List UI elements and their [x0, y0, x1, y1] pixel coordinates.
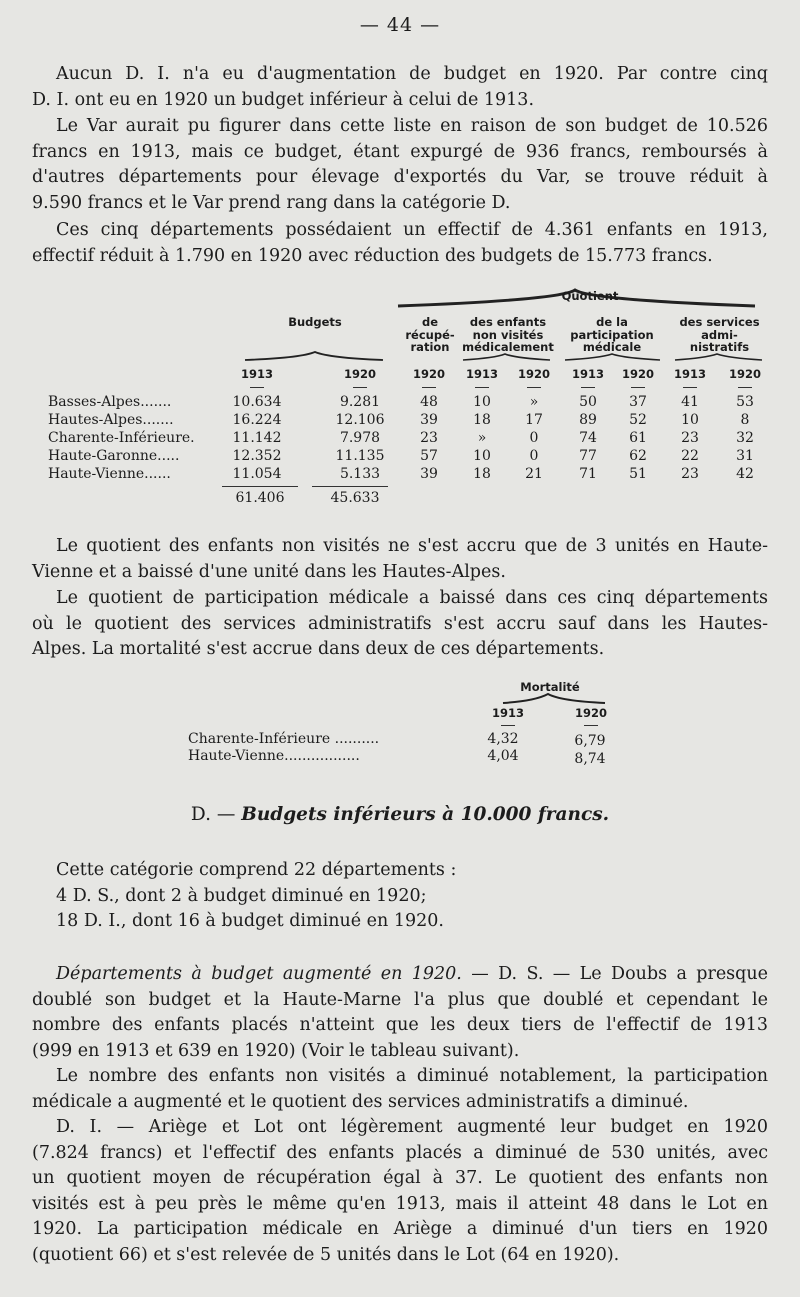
- year-header: 1913: [240, 367, 273, 381]
- table-cell: 18: [473, 412, 491, 428]
- table-cell: 10.634: [232, 394, 282, 410]
- year-header: 1920: [728, 367, 761, 381]
- table-cell: 17: [525, 412, 543, 428]
- text-line: Le nombre des enfants non visités a diminué notablement, la participation: [56, 1066, 768, 1086]
- table-cell: 11.135: [335, 448, 385, 464]
- dash: [584, 725, 598, 726]
- table-cell: 39: [420, 466, 438, 482]
- table-cell: 48: [420, 394, 438, 410]
- text-line: Départements à budget augmenté en 1920. — D. S. — Le Doubs a presque: [56, 964, 768, 984]
- table-cell: 37: [629, 394, 647, 410]
- total-cell: 61.406: [235, 490, 285, 506]
- header-budgets: Budgets: [288, 315, 342, 329]
- year-header: 1920: [574, 706, 607, 720]
- table-cell: 74: [579, 430, 597, 446]
- row-label: Charente-Inférieure ..........: [188, 731, 380, 747]
- text-line: Alpes. La mortalité s'est accrue dans deux de ces départements.: [32, 639, 605, 659]
- table-cell: 11.054: [232, 466, 282, 482]
- header-mortalite: Mortalité: [520, 680, 580, 694]
- text-line: Le quotient des enfants non visités ne s'est accru que de 3 unités en Haute-: [56, 536, 768, 556]
- text-line: 9.590 francs et le Var prend rang dans la catégorie D.: [32, 192, 511, 213]
- year-header: 1913: [673, 367, 706, 381]
- section-title-text: Budgets inférieurs à 10.000 francs.: [241, 804, 610, 825]
- text-line: où le quotient des services administratifs s'est accru sauf dans les Hautes-: [32, 613, 768, 634]
- table-cell: 4,32: [487, 731, 519, 747]
- table-cell: 89: [579, 412, 597, 428]
- table-cell: 41: [681, 394, 699, 410]
- table-cell: 4,04: [487, 748, 519, 764]
- category-list: [32, 858, 632, 935]
- text-line: Cette catégorie comprend 22 départements :: [56, 860, 457, 880]
- closing-paragraph-2: [32, 1064, 768, 1115]
- table-cell: 42: [736, 466, 754, 482]
- year-header: 1920: [621, 367, 654, 381]
- table-cell: 16.224: [232, 412, 282, 428]
- text-line: francs en 1913, mais ce budget, étant expurgé de 936 francs, remboursés à: [32, 141, 768, 162]
- table-cell: 22: [681, 448, 699, 464]
- table-cell: 57: [420, 448, 438, 464]
- row-label: Haute-Vienne......: [48, 466, 171, 482]
- text-line: 4 D. S., dont 2 à budget diminué en 1920;: [56, 885, 427, 906]
- header-non-visites: des enfants non visités médicalement: [462, 315, 554, 354]
- table-cell: 61: [629, 430, 647, 446]
- row-label: Basses-Alpes.......: [48, 394, 172, 410]
- text-line: d'autres départements pour élevage d'exportés du Var, se trouve réduit à: [32, 167, 768, 187]
- year-header: 1920: [412, 367, 445, 381]
- table-cell: 39: [420, 412, 438, 428]
- table-cell: 52: [629, 412, 647, 428]
- table-cell: 7.978: [339, 430, 381, 446]
- text-line: Le quotient de participation médicale a baissé dans ces cinq départements: [56, 588, 768, 608]
- text-line: visités est à peu près le même qu'en 1913, mais il atteint 48 dans le Lot en: [32, 1193, 768, 1214]
- row-label: Haute-Garonne.....: [48, 448, 180, 464]
- text-line: nombre des enfants placés n'atteint que les deux tiers de l'effectif de 1913: [32, 1015, 768, 1035]
- row-label: Hautes-Alpes.......: [48, 412, 174, 428]
- table-cell: 10: [473, 448, 491, 464]
- text-line: Vienne et a baissé d'une unité dans les Hautes-Alpes.: [32, 561, 506, 582]
- table-cell: 50: [579, 394, 597, 410]
- text-line: (999 en 1913 et 639 en 1920) (Voir le tableau suivant).: [32, 1040, 520, 1061]
- italic-phrase: Départements à budget augmenté en 1920.: [56, 964, 462, 984]
- header-services: des services admi- nistratifs: [679, 315, 760, 354]
- closing-paragraph-3: [32, 1115, 768, 1268]
- text-line: doublé son budget et la Haute-Marne l'a plus que doublé et cependant le: [32, 989, 768, 1010]
- table-cell: 10: [473, 394, 491, 410]
- row-label: Charente-Inférieure.: [48, 430, 195, 446]
- section-title: [0, 804, 800, 825]
- header-quotient: Quotient: [561, 289, 619, 303]
- table-cell: 31: [736, 448, 754, 464]
- closing-paragraph-1: [32, 962, 768, 1064]
- table-cell: 10: [681, 412, 699, 428]
- text-line: Le Var aurait pu figurer dans cette liste en raison de son budget de 10.526: [56, 116, 768, 136]
- table-cell: 0: [529, 448, 539, 464]
- table-cell: 23: [681, 430, 699, 446]
- year-header: 1920: [343, 367, 376, 381]
- year-header: 1913: [465, 367, 498, 381]
- text-line: 18 D. I., dont 16 à budget diminué en 1920.: [56, 911, 444, 931]
- table-cell: »: [529, 394, 539, 410]
- table-cell: 71: [579, 466, 597, 482]
- text-line: 1920. La participation médicale en Ariège a diminué d'un tiers en 1920: [32, 1219, 768, 1239]
- table-cell: 6,79: [574, 733, 606, 749]
- table-cell: 9.281: [339, 394, 381, 410]
- text-line: D. I. — Ariège et Lot ont légèrement augmenté leur budget en 1920: [56, 1117, 768, 1137]
- table-cell: »: [477, 430, 487, 446]
- page-number: — 44 —: [359, 14, 441, 36]
- table-cell: 11.142: [232, 430, 282, 446]
- text-line: Aucun D. I. n'a eu d'augmentation de budget en 1920. Par contre cinq: [56, 64, 768, 84]
- table-cell: 12.352: [232, 448, 282, 464]
- header-participation: de la participation médicale: [570, 315, 654, 354]
- text-line: (quotient 66) et s'est relevée de 5 unités dans le Lot (64 en 1920).: [32, 1244, 620, 1265]
- text-line: effectif réduit à 1.790 en 1920 avec réduction des budgets de 15.773 francs.: [32, 245, 713, 266]
- table-cell: 18: [473, 466, 491, 482]
- table-cell: 8,74: [574, 751, 606, 767]
- table-cell: 62: [629, 448, 647, 464]
- text-line: un quotient moyen de récupération égal à 37. Le quotient des enfants non: [32, 1168, 768, 1188]
- table-cell: 23: [420, 430, 438, 446]
- text-line: Ces cinq départements possédaient un effectif de 4.361 enfants en 1913,: [56, 220, 768, 240]
- table-cell: 23: [681, 466, 699, 482]
- table-cell: 53: [736, 394, 754, 410]
- table-cell: 0: [529, 430, 539, 446]
- year-header: 1913: [491, 706, 524, 720]
- text-line: médicale a augmenté et le quotient des services administratifs a diminué.: [32, 1091, 689, 1112]
- total-cell: 45.633: [330, 490, 380, 506]
- section-prefix: D. —: [190, 804, 242, 825]
- table-cell: 5.133: [339, 466, 381, 482]
- text-line: D. I. ont eu en 1920 un budget inférieur à celui de 1913.: [32, 89, 535, 110]
- text-line: (7.824 francs) et l'effectif des enfants placés a diminué de 530 unités, avec: [32, 1142, 768, 1163]
- table-cell: 32: [736, 430, 754, 446]
- dash: [501, 725, 515, 726]
- table-cell: 77: [579, 448, 597, 464]
- year-header: 1920: [517, 367, 550, 381]
- table-cell: 8: [740, 412, 750, 428]
- row-label: Haute-Vienne.................: [188, 748, 360, 764]
- year-header: 1913: [571, 367, 604, 381]
- table-cell: 51: [629, 466, 647, 482]
- header-recuperation: de récupé- ration: [405, 315, 455, 354]
- table-cell: 12.106: [335, 412, 385, 428]
- table-cell: 21: [525, 466, 543, 482]
